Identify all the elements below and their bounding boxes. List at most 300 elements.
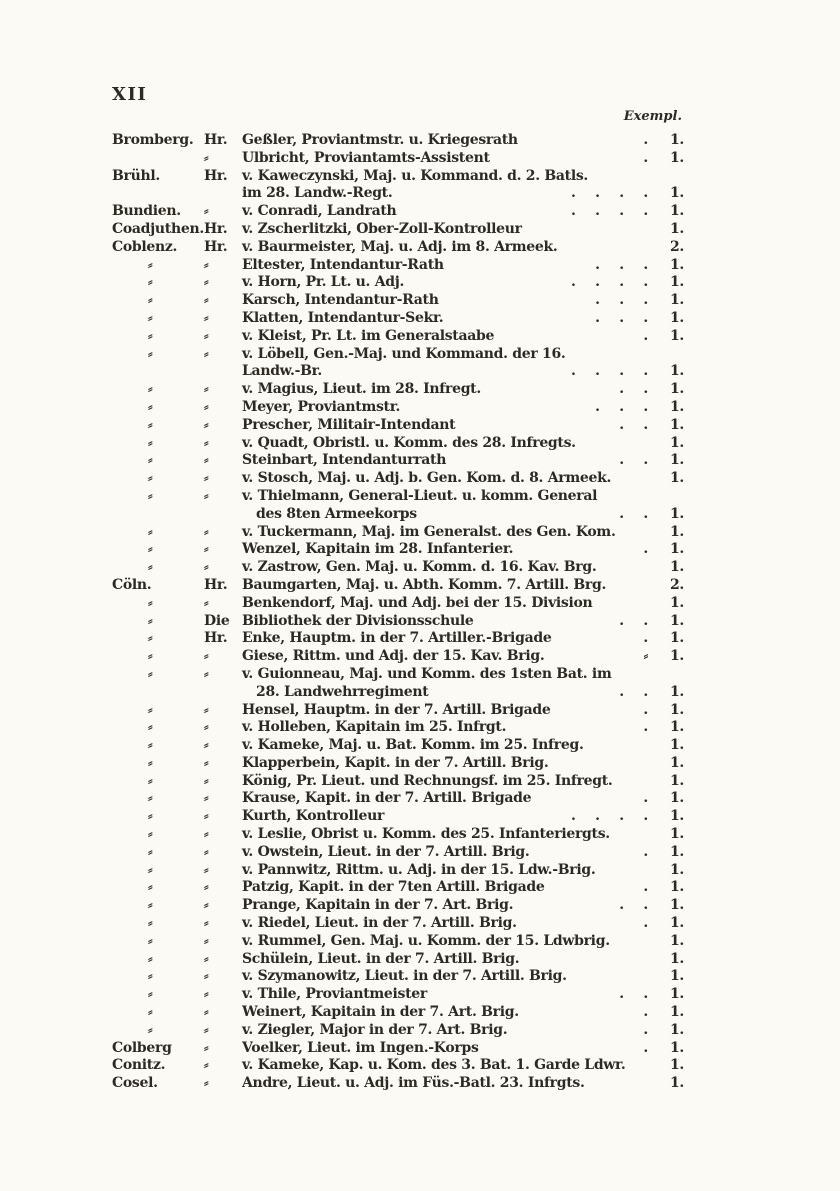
- ditto-cell: ⸗: [204, 594, 209, 611]
- place-cell: ⸗: [148, 612, 153, 629]
- place-cell: ⸗: [148, 986, 153, 1003]
- ditto-cell: ⸗: [204, 1057, 209, 1074]
- place-cell: ⸗: [148, 879, 153, 896]
- place-cell: ⸗: [148, 754, 153, 771]
- entry-row: [112, 239, 684, 257]
- entry-text: Meyer, Proviantmstr.: [242, 398, 401, 415]
- entry-text: v. Kameke, Kap. u. Kom. des 3. Bat. 1. Garde Ldwr.: [242, 1057, 626, 1074]
- place-cell: Colberg: [112, 1039, 172, 1056]
- place-cell: ⸗: [148, 1004, 153, 1021]
- entry-text-cell: [242, 1004, 658, 1022]
- place-cell: ⸗: [148, 434, 153, 451]
- entry-text-cell: [242, 168, 658, 186]
- copies-count: 1.: [669, 1039, 684, 1056]
- ditto-cell: ⸗: [204, 737, 209, 754]
- entry-row: [112, 1004, 684, 1022]
- entry-text: Krause, Kapit. in der 7. Artill. Brigade: [242, 790, 532, 807]
- ditto-cell: ⸗: [204, 203, 209, 220]
- ditto-cell: ⸗: [204, 541, 209, 558]
- entry-text-cell: [242, 257, 658, 275]
- place-cell: Cosel.: [112, 1075, 158, 1092]
- entry-text-cell: [242, 702, 658, 720]
- entry-text-cell: [242, 399, 658, 417]
- entry-row: [112, 702, 684, 720]
- dot-leaders: .: [643, 132, 648, 148]
- entry-row: [112, 826, 684, 844]
- entry-row: [112, 488, 684, 506]
- ditto-cell: Hr.: [204, 630, 228, 647]
- entry-text: Prescher, Militair-Intendant: [242, 416, 456, 433]
- entry-text-cell: [242, 630, 658, 648]
- entry-text: v. Thile, Proviantmeister: [242, 986, 427, 1003]
- ditto-cell: ⸗: [204, 915, 209, 932]
- place-cell: ⸗: [148, 932, 153, 949]
- place-cell: ⸗: [148, 416, 153, 433]
- entry-text: v. Pannwitz, Rittm. u. Adj. in der 15. Ldw.-Brig.: [242, 861, 596, 878]
- copies-count: 1.: [669, 861, 684, 878]
- page-number: XII: [112, 84, 148, 105]
- ditto-cell: ⸗: [204, 416, 209, 433]
- entry-text: Andre, Lieut. u. Adj. im Füs.-Batl. 23. Infrgts.: [242, 1075, 585, 1092]
- entry-text-cell: [242, 541, 658, 559]
- entry-text: v. Magius, Lieut. im 28. Infregt.: [242, 381, 481, 398]
- entry-text-cell: [242, 310, 658, 328]
- dot-leaders: .: [643, 1004, 648, 1021]
- copies-count: 1.: [669, 470, 684, 487]
- entry-text: Kurth, Kontrolleur: [242, 808, 385, 825]
- copies-count: 1.: [669, 648, 684, 665]
- entry-text: Baumgarten, Maj. u. Abth. Komm. 7. Artill. Brg.: [242, 576, 607, 593]
- dot-leaders: .: [643, 915, 648, 932]
- entry-text: v. Holleben, Kapitain im 25. Infrgt.: [242, 719, 507, 736]
- place-cell: ⸗: [148, 541, 153, 558]
- copies-count: 1.: [669, 932, 684, 949]
- copies-count: 1.: [669, 1004, 684, 1021]
- place-cell: Cöln.: [112, 576, 152, 593]
- entry-row: [112, 363, 684, 381]
- entry-row: [112, 150, 684, 168]
- entry-row: [112, 879, 684, 897]
- ditto-cell: ⸗: [204, 826, 209, 843]
- entry-text-cell: [242, 595, 658, 613]
- entry-text: v. Löbell, Gen.-Maj. und Kommand. der 16.: [242, 345, 566, 362]
- ditto-cell: ⸗: [204, 274, 209, 291]
- ditto-cell: ⸗: [204, 559, 209, 576]
- entry-text-cell: [242, 346, 658, 364]
- entry-row: [112, 1040, 684, 1058]
- entry-text: Landw.-Br.: [242, 363, 323, 380]
- entry-text: Steinbart, Intendanturrath: [242, 452, 447, 469]
- copies-count: 1.: [669, 630, 684, 647]
- entry-row: [112, 844, 684, 862]
- place-cell: ⸗: [148, 274, 153, 291]
- place-cell: ⸗: [148, 701, 153, 718]
- entry-text: Voelker, Lieut. im Ingen.-Korps: [242, 1039, 479, 1056]
- copies-count: 1.: [669, 754, 684, 771]
- copies-count: 1.: [669, 879, 684, 896]
- ditto-cell: ⸗: [204, 1075, 209, 1092]
- ditto-cell: Hr.: [204, 220, 228, 237]
- entry-row: [112, 790, 684, 808]
- copies-count: 1.: [669, 203, 684, 220]
- dot-leaders: . .: [619, 683, 648, 700]
- place-cell: ⸗: [148, 523, 153, 540]
- copies-count: 1.: [669, 683, 684, 700]
- copies-count: 1.: [669, 1057, 684, 1074]
- place-cell: ⸗: [148, 381, 153, 398]
- entry-text: 28. Landwehrregiment: [256, 683, 429, 700]
- entry-row: [112, 666, 684, 684]
- copies-count: 1.: [669, 594, 684, 611]
- ditto-cell: Hr.: [204, 167, 228, 184]
- ditto-cell: ⸗: [204, 452, 209, 469]
- entry-text-cell: [242, 879, 658, 897]
- entry-row: [112, 203, 684, 221]
- entry-text: v. Thielmann, General-Lieut. u. komm. General: [242, 487, 598, 504]
- entry-text: v. Baurmeister, Maj. u. Adj. im 8. Armeek.: [242, 238, 558, 255]
- ditto-cell: ⸗: [204, 256, 209, 273]
- ditto-cell: ⸗: [204, 665, 209, 682]
- copies-count: 1.: [669, 950, 684, 967]
- entry-text: v. Rummel, Gen. Maj. u. Komm. der 15. Ldwbrig.: [242, 932, 610, 949]
- copies-count: 1.: [669, 559, 684, 576]
- ditto-cell: ⸗: [204, 754, 209, 771]
- dot-leaders: . .: [619, 505, 648, 522]
- entry-text-cell: [242, 737, 658, 755]
- copies-count: 1.: [669, 843, 684, 860]
- place-cell: ⸗: [148, 968, 153, 985]
- place-cell: Conitz.: [112, 1057, 166, 1074]
- place-cell: ⸗: [148, 861, 153, 878]
- place-cell: ⸗: [148, 719, 153, 736]
- entry-row: [112, 897, 684, 915]
- dot-leaders: . .: [619, 897, 648, 914]
- copies-count: 1.: [669, 309, 684, 326]
- entry-text-cell: [242, 986, 658, 1004]
- entry-row: [112, 452, 684, 470]
- entry-row: [112, 1022, 684, 1040]
- entry-text: Geßler, Proviantmstr. u. Kriegesrath: [242, 132, 518, 148]
- entry-row: [112, 737, 684, 755]
- entry-text: v. Szymanowitz, Lieut. in der 7. Artill. Brig.: [242, 968, 567, 985]
- copies-count: 1.: [669, 826, 684, 843]
- copies-count: 1.: [669, 416, 684, 433]
- place-cell: ⸗: [148, 1021, 153, 1038]
- text-block: [112, 84, 684, 1093]
- ditto-cell: ⸗: [204, 772, 209, 789]
- ditto-cell: ⸗: [204, 1039, 209, 1056]
- entry-text-cell: [242, 684, 658, 702]
- copies-count: 1.: [669, 398, 684, 415]
- entry-text-cell: [242, 524, 658, 542]
- place-cell: ⸗: [148, 470, 153, 487]
- ditto-cell: ⸗: [204, 968, 209, 985]
- ditto-cell: ⸗: [204, 808, 209, 825]
- ditto-cell: ⸗: [204, 932, 209, 949]
- ditto-cell: ⸗: [204, 434, 209, 451]
- copies-count: 1.: [669, 737, 684, 754]
- entry-text-cell: [242, 719, 658, 737]
- entry-row: [112, 132, 684, 150]
- dot-leaders: . . . .: [570, 203, 648, 220]
- copies-count: 1.: [669, 808, 684, 825]
- entry-text-cell: [242, 274, 658, 292]
- ditto-cell: ⸗: [204, 523, 209, 540]
- entry-text-cell: [242, 808, 658, 826]
- copies-count: 1.: [669, 523, 684, 540]
- ditto-cell: ⸗: [204, 327, 209, 344]
- dot-leaders: ⸗: [643, 648, 648, 665]
- copies-count: 1.: [669, 381, 684, 398]
- entry-text-cell: [242, 755, 658, 773]
- entry-text: v. Owstein, Lieut. in der 7. Artill. Brig.: [242, 843, 530, 860]
- subscriber-list: [112, 132, 684, 1093]
- copies-count: 1.: [669, 363, 684, 380]
- entry-row: [112, 541, 684, 559]
- entry-text: Ulbricht, Proviantamts-Assistent: [242, 149, 490, 166]
- copies-count: 1.: [669, 220, 684, 237]
- entry-text: Weinert, Kapitain in der 7. Art. Brig.: [242, 1004, 519, 1021]
- entry-text-cell: [242, 844, 658, 862]
- entry-text: v. Horn, Pr. Lt. u. Adj.: [242, 274, 405, 291]
- entry-text: Hensel, Hauptm. in der 7. Artill. Brigade: [242, 701, 551, 718]
- ditto-cell: Hr.: [204, 576, 228, 593]
- place-cell: ⸗: [148, 843, 153, 860]
- ditto-cell: ⸗: [204, 149, 209, 166]
- entry-text: v. Zscherlitzki, Ober-Zoll-Kontrolleur: [242, 220, 522, 237]
- copies-count: 1.: [669, 986, 684, 1003]
- entry-row: [112, 274, 684, 292]
- place-cell: ⸗: [148, 897, 153, 914]
- place-cell: ⸗: [148, 487, 153, 504]
- entry-text-cell: [242, 915, 658, 933]
- entry-text: v. Kameke, Maj. u. Bat. Komm. im 25. Infreg.: [242, 737, 584, 754]
- entry-row: [112, 951, 684, 969]
- entry-row: [112, 755, 684, 773]
- ditto-cell: ⸗: [204, 790, 209, 807]
- entry-text: Patzig, Kapit. in der 7ten Artill. Brigade: [242, 879, 545, 896]
- ditto-cell: ⸗: [204, 701, 209, 718]
- entry-text-cell: [242, 648, 658, 666]
- entry-row: [112, 417, 684, 435]
- copies-count: 1.: [669, 968, 684, 985]
- entry-text: Enke, Hauptm. in der 7. Artiller.-Brigade: [242, 630, 552, 647]
- entry-row: [112, 808, 684, 826]
- ditto-cell: ⸗: [204, 381, 209, 398]
- entry-text-cell: [242, 506, 658, 524]
- entry-text-cell: [242, 559, 658, 577]
- dot-leaders: .: [643, 541, 648, 558]
- entry-text-cell: [242, 150, 658, 168]
- entry-row: [112, 168, 684, 186]
- entry-text: v. Zastrow, Gen. Maj. u. Komm. d. 16. Kav. Brg.: [242, 559, 597, 576]
- entry-row: [112, 559, 684, 577]
- place-cell: ⸗: [148, 826, 153, 843]
- entry-row: [112, 506, 684, 524]
- ditto-cell: Die: [204, 612, 230, 629]
- entry-text-cell: [242, 1075, 658, 1093]
- place-cell: ⸗: [148, 327, 153, 344]
- entry-text-cell: [242, 292, 658, 310]
- copies-count: 1.: [669, 185, 684, 202]
- entry-text: v. Kaweczynski, Maj. u. Kommand. d. 2. Batls.: [242, 167, 589, 184]
- ditto-cell: ⸗: [204, 398, 209, 415]
- ditto-cell: ⸗: [204, 879, 209, 896]
- entry-text-cell: [242, 968, 658, 986]
- entry-text-cell: [242, 933, 658, 951]
- place-cell: ⸗: [148, 808, 153, 825]
- entry-row: [112, 328, 684, 346]
- ditto-cell: ⸗: [204, 292, 209, 309]
- dot-leaders: . . . .: [570, 808, 648, 825]
- entry-text: Prange, Kapitain in der 7. Art. Brig.: [242, 897, 514, 914]
- entry-text-cell: [242, 381, 658, 399]
- copies-count: 1.: [669, 612, 684, 629]
- entry-text-cell: [242, 328, 658, 346]
- entry-text-cell: [242, 221, 658, 239]
- ditto-cell: ⸗: [204, 309, 209, 326]
- entry-row: [112, 1057, 684, 1075]
- copies-count: 1.: [669, 256, 684, 273]
- copies-count: 2.: [669, 238, 684, 255]
- place-cell: ⸗: [148, 737, 153, 754]
- copies-column-header: Exempl.: [623, 109, 682, 124]
- place-cell: ⸗: [148, 309, 153, 326]
- entry-text: Eltester, Intendantur-Rath: [242, 256, 444, 273]
- place-cell: Coadjuthen.: [112, 220, 204, 237]
- entry-row: [112, 257, 684, 275]
- copies-count: 1.: [669, 274, 684, 291]
- ditto-cell: ⸗: [204, 950, 209, 967]
- entry-row: [112, 986, 684, 1004]
- entry-text: Giese, Rittm. und Adj. der 15. Kav. Brig.: [242, 648, 545, 665]
- entry-text-cell: [242, 790, 658, 808]
- entry-text: v. Ziegler, Major in der 7. Art. Brig.: [242, 1021, 508, 1038]
- entry-text: v. Stosch, Maj. u. Adj. b. Gen. Kom. d. 8. Armeek.: [242, 470, 612, 487]
- dot-leaders: .: [643, 701, 648, 718]
- entry-row: [112, 524, 684, 542]
- place-cell: ⸗: [148, 665, 153, 682]
- entry-row: [112, 310, 684, 328]
- ditto-cell: ⸗: [204, 1021, 209, 1038]
- entry-row: [112, 185, 684, 203]
- entry-text: des 8ten Armeekorps: [256, 505, 417, 522]
- copies-count: 1.: [669, 719, 684, 736]
- ditto-cell: ⸗: [204, 345, 209, 362]
- entry-text: v. Tuckermann, Maj. im Generalst. des Gen. Kom.: [242, 523, 616, 540]
- entry-row: [112, 773, 684, 791]
- place-cell: ⸗: [148, 398, 153, 415]
- entry-text-cell: [242, 577, 658, 595]
- place-cell: ⸗: [148, 630, 153, 647]
- dot-leaders: . . .: [595, 256, 648, 273]
- ditto-cell: Hr.: [204, 238, 228, 255]
- dot-leaders: . .: [619, 986, 648, 1003]
- dot-leaders: . . . .: [570, 274, 648, 291]
- entry-row: [112, 1075, 684, 1093]
- place-cell: ⸗: [148, 292, 153, 309]
- entry-row: [112, 613, 684, 631]
- place-cell: Brühl.: [112, 167, 160, 184]
- entry-text-cell: [242, 417, 658, 435]
- ditto-cell: ⸗: [204, 487, 209, 504]
- entry-row: [112, 630, 684, 648]
- entry-text-cell: [242, 773, 658, 791]
- dot-leaders: . . . .: [570, 185, 648, 202]
- entry-text-cell: [242, 363, 658, 381]
- dot-leaders: .: [643, 630, 648, 647]
- dot-leaders: .: [643, 1039, 648, 1056]
- ditto-cell: ⸗: [204, 719, 209, 736]
- ditto-cell: ⸗: [204, 897, 209, 914]
- place-cell: ⸗: [148, 950, 153, 967]
- ditto-cell: ⸗: [204, 470, 209, 487]
- entry-text-cell: [242, 1057, 658, 1075]
- ditto-cell: ⸗: [204, 843, 209, 860]
- entry-text: Wenzel, Kapitain im 28. Infanterier.: [242, 541, 514, 558]
- copies-count: 1.: [669, 541, 684, 558]
- dot-leaders: .: [643, 149, 648, 166]
- copies-count: 1.: [669, 149, 684, 166]
- dot-leaders: .: [643, 1021, 648, 1038]
- dot-leaders: . .: [619, 381, 648, 398]
- entry-text: v. Quadt, Obristl. u. Komm. des 28. Infregts.: [242, 434, 576, 451]
- entry-text: im 28. Landw.-Regt.: [242, 185, 393, 202]
- ditto-cell: ⸗: [204, 986, 209, 1003]
- ditto-cell: ⸗: [204, 1004, 209, 1021]
- copies-count: 1.: [669, 1075, 684, 1092]
- entry-text-cell: [242, 185, 658, 203]
- dot-leaders: . . . .: [570, 363, 648, 380]
- place-cell: ⸗: [148, 648, 153, 665]
- dot-leaders: .: [643, 719, 648, 736]
- entry-text: Karsch, Intendantur-Rath: [242, 292, 439, 309]
- place-cell: ⸗: [148, 915, 153, 932]
- place-cell: Bromberg.: [112, 132, 194, 148]
- copies-count: 1.: [669, 505, 684, 522]
- entry-row: [112, 399, 684, 417]
- entry-row: [112, 470, 684, 488]
- dot-leaders: . . .: [595, 292, 648, 309]
- copies-count: 1.: [669, 292, 684, 309]
- dot-leaders: .: [643, 790, 648, 807]
- entry-text-cell: [242, 666, 658, 684]
- copies-count: 1.: [669, 327, 684, 344]
- entry-row: [112, 719, 684, 737]
- entry-row: [112, 595, 684, 613]
- copies-count: 1.: [669, 452, 684, 469]
- entry-text: Benkendorf, Maj. und Adj. bei der 15. Division: [242, 594, 593, 611]
- place-cell: Coblenz.: [112, 238, 178, 255]
- entry-row: [112, 381, 684, 399]
- place-cell: ⸗: [148, 594, 153, 611]
- place-cell: ⸗: [148, 345, 153, 362]
- place-cell: ⸗: [148, 772, 153, 789]
- copies-count: 2.: [669, 576, 684, 593]
- entry-text: v. Guionneau, Maj. und Komm. des 1sten Bat. im: [242, 665, 612, 682]
- entry-text-cell: [242, 452, 658, 470]
- entry-text-cell: [242, 897, 658, 915]
- entry-row: [112, 435, 684, 453]
- entry-row: [112, 346, 684, 364]
- entry-text: v. Leslie, Obrist u. Komm. des 25. Infanteriergts.: [242, 826, 610, 843]
- entry-text-cell: [242, 613, 658, 631]
- entry-text-cell: [242, 1022, 658, 1040]
- entry-row: [112, 915, 684, 933]
- copies-count: 1.: [669, 434, 684, 451]
- copies-count: 1.: [669, 897, 684, 914]
- entry-text-cell: [242, 239, 658, 257]
